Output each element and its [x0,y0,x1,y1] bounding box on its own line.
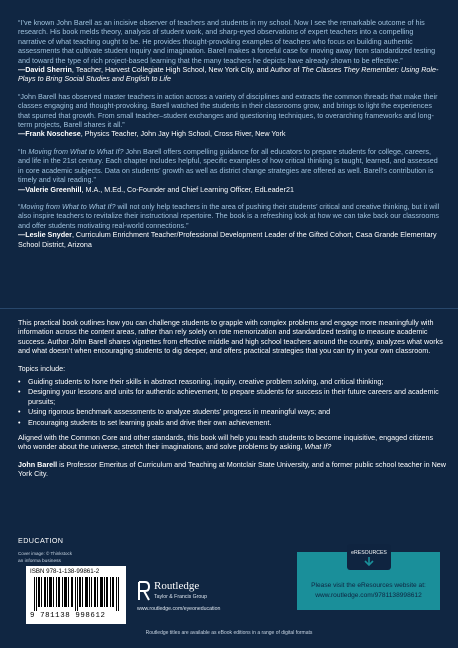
closing-text: Aligned with the Common Core and other standards, this book will help you teach students to become inquisitive, engaged citizens who wonder about the universe, stretch their imaginations, and solve problems by asking, [18,433,434,452]
barcode-bars [34,577,120,611]
quote-role: , Physics Teacher, John Jay High School, Cross River, New York [80,129,286,139]
quote-role: , Teacher, Harvest Collegiate High School, New York City, and Author of [71,65,302,75]
description-paragraph: This practical book outlines how you can challenge students to grapple with complex problems and engage more meaningfully with information across the content areas, rather than rely solely on rote memorization and standardized testing to measure academic success. Author John Barell shares vignettes from effective middle and high school teachers around the country, analyzes what works and what doesn’t when encouraging students to dig deeper, and offers practical strategies that you can try in your own classroom. [18,318,443,356]
quote-book-title: Moving from What to What If? [20,201,116,211]
quote-1 [18,18,440,84]
quote-role: , Curriculum Enrichment Teacher/Professional Development Leader of the Gifted Cohort, Casa Grande Elementary School District, Arizona [18,230,437,249]
eresources-url: www.routledge.com/9781138998612 [315,592,422,599]
eresources-line-1: Please visit the eResources website at: [311,582,426,589]
category-label: EDUCATION [18,536,64,545]
quote-name: —Valerie Greenhill [18,184,82,194]
quote-2 [18,92,440,139]
closing-title: What If? [304,442,332,452]
publisher-url: www.routledge.com/eyeoneducation [137,606,221,612]
topics-list [18,377,446,427]
quote-name: —Frank Noschese [18,129,81,139]
publisher-sub: Taylor & Francis Group [154,594,208,600]
eresources-badge-icon [347,544,391,570]
quote-attribution [18,129,440,138]
quote-text: “I’ve known John Barell as an incisive observer of teachers and students in my school. Now I see the remarkable outcome of his research. His book melds theory, analysis of student work, and sharp-eyed observations of expert teachers into a compelling narrative of what teaching ought to be. He provides thought-provoking examples of teachers who focus on building authentic assessments that cultivate student inquiry and imagination. Barell makes a forceful case for moving away from standardized testing and toward the type of rich project-based learning that the many teachers he depicts have already shown to be effective.” [18,18,436,65]
routledge-logo-icon [137,580,151,602]
isbn-barcode [26,566,126,624]
topic-item: • Designing your lessons and units for authentic achievement, to prepare students for success in their future careers and academic pursuits; [18,387,446,406]
topic-item: • Encouraging students to set learning goals and drive their own achievement. [18,418,446,427]
quote-text [18,147,440,185]
eresources-badge-label: eRESOURCES [351,550,387,556]
quote-text [18,202,440,230]
quote-attribution [18,185,440,194]
topic-item: • Using rigorous benchmark assessments to analyze students’ progress in meaningful ways; and [18,407,446,416]
quote-text: “John Barell has observed master teachers in action across a variety of disciplines and extracts the common threads that make their classes engaging and thought-provoking. Barell watched the students in their classrooms grow, and brings to light the experiences that spurred that growth. From small teacher–student exchanges and questioning techniques, to overarching frameworks and long-term projects, Barell shares it all.” [18,91,438,130]
publisher-name: Routledge [154,580,200,592]
quote-text-post: will not only help teachers in the area of pushing their students’ critical and creative thinking, but it will also inspire teachers to revitalize their instructional repertoire. The book is a refreshing look at how we can take back our classrooms and offer students motivating real-world connections.” [18,201,440,230]
book-description [18,318,446,487]
barcode-number: 9 781138 998612 [30,612,106,620]
topic-item: • Guiding students to hone their skills in abstract reasoning, inquiry, creative problem solving, and critical thinking; [18,377,446,386]
ebook-footer: Routledge titles are available as eBook editions in a range of digital formats [145,630,313,636]
quote-name: —David Sherrin [18,65,72,75]
quote-text-post: John Barell offers compelling guidance for all educators to prepare students for college, careers, and life in the 21st century. Each chapter includes helpful, specific examples of how critical thinking is taught, learned, and assessed in core academic subjects. Data on students’ growth as well as district change strategies are offered as well. Barell’s contribution is timely and vital reading.” [18,146,438,185]
author-bio [18,460,446,479]
endorsements [18,18,440,257]
author-bio-text: is Professor Emeritus of Curriculum and Teaching at Montclair State University, and a former public school teacher in New York City. [18,459,446,479]
eresources-box [297,552,440,610]
author-name: John Barell [18,459,58,469]
topics-intro: Topics include: [18,363,66,373]
quote-name: —Leslie Snyder [18,230,72,240]
section-divider [0,308,458,309]
informa-label: an informa business [18,559,61,564]
quote-book: The Classes They Remember: Using Role-Plays to Bring Social Studies and English to Life [18,65,439,84]
quote-attribution [18,65,440,84]
isbn-text: ISBN 978-1-138-99861-2 [30,568,100,575]
quote-4 [18,202,440,249]
closing-paragraph [18,433,446,452]
cover-image-credit: Cover image: © Thinkstock [18,551,73,556]
quote-attribution [18,230,440,249]
quote-book-title: Moving from What to What If? [28,146,124,156]
quote-role: , M.A., M.Ed., Co-Founder and Chief Learning Officer, EdLeader21 [81,184,294,194]
quote-3 [18,147,440,194]
quote-text-pre: “ [18,201,21,211]
quote-text-pre: “In [18,146,29,156]
